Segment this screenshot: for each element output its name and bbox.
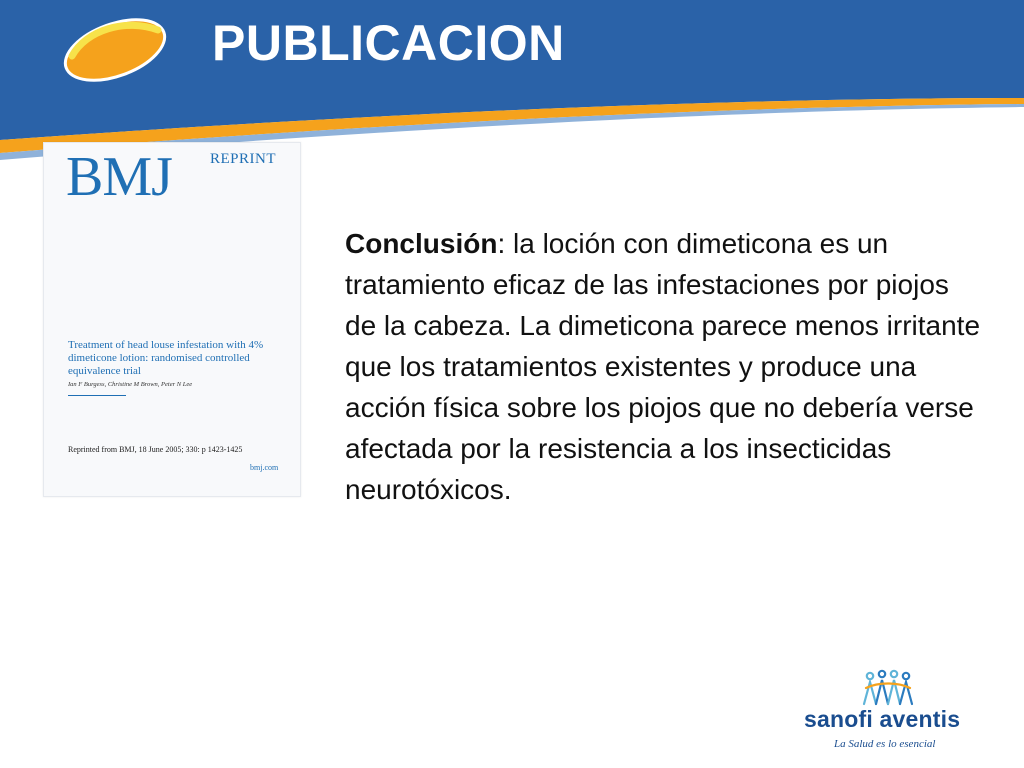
- cover-divider: [68, 395, 126, 396]
- bmj-reprint-cover: [43, 142, 301, 497]
- orange-ellipse-logo: [56, 10, 174, 88]
- bmj-site: bmj.com: [250, 463, 279, 472]
- people-icon: [860, 668, 916, 708]
- sanofi-wordmark: sanofi aventis: [804, 706, 961, 732]
- reprint-label: REPRINT: [210, 151, 277, 167]
- article-title: Treatment of head louse infestation with 4% dimeticone lotion: randomised controlled equivalence trial: [68, 339, 264, 377]
- conclusion-label: Conclusión: [345, 228, 498, 259]
- sanofi-tagline: La Salud es lo esencial: [834, 738, 936, 750]
- bmj-logo: BMJ: [66, 146, 172, 208]
- reprint-citation: Reprinted from BMJ, 18 June 2005; 330: p 1423-1425: [68, 445, 243, 454]
- conclusion-paragraph: [345, 223, 985, 510]
- sanofi-aventis-logo: [798, 668, 998, 758]
- page-title: PUBLICACION: [212, 15, 565, 71]
- article-authors: Ian F Burgess, Christine M Brown, Peter N Lee: [68, 381, 193, 388]
- conclusion-text: : la loción con dimeticona es un tratamiento eficaz de las infestaciones por piojos de la cabeza. La dimeticona parece menos irritante que los tratamientos existentes y produce una acción física sobre los piojos que no debería verse afectada por la resistencia a los insecticidas neurotóxicos.: [345, 228, 981, 505]
